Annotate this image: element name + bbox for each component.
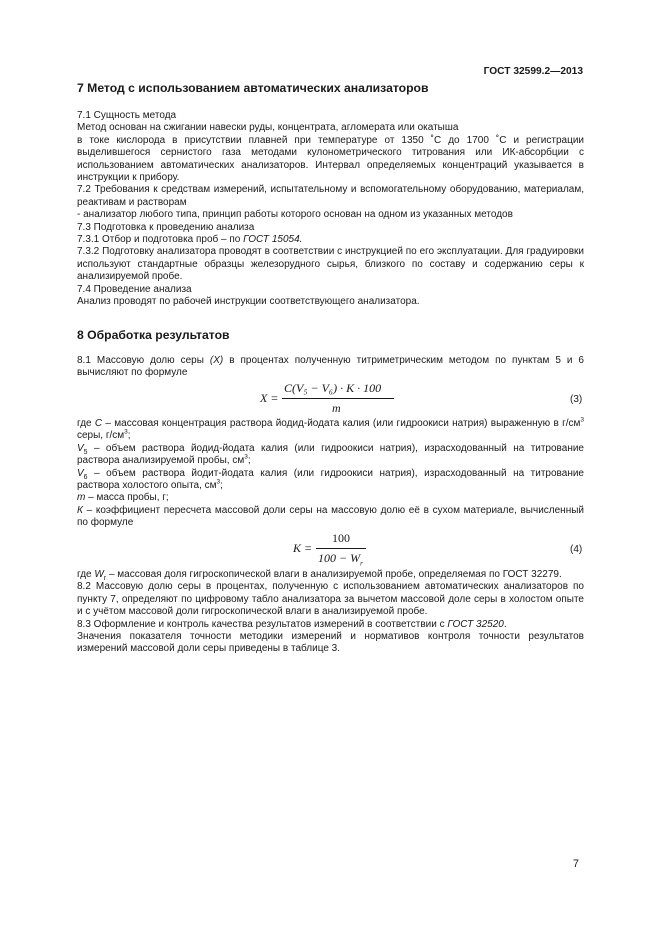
- formula-3-lhs: X =: [260, 391, 279, 405]
- paragraph-7-4-text: Анализ проводят по рабочей инструкции соответствующего анализатора.: [77, 296, 420, 308]
- gost-reference: ГОСТ 32520: [447, 618, 504, 630]
- symbol-m: m: [77, 492, 86, 504]
- fraction-bar: [316, 548, 366, 549]
- paragraph-8-2: 8.2 Массовую долю серы в процентах, полученную с использованием автоматических анализаторов по пункту 7, определяют по цифровому табло анализатора за вычетом массовой доле серы в холостом опыте и с учётом массовой доли гигроскопической влаги в анализируемой пробе.: [77, 581, 584, 618]
- variable-x: (X): [209, 355, 224, 366]
- text-span: – массовая доля гигроскопической влаги в анализируемой пробе, определяемая по ГОСТ 32279.: [106, 569, 562, 580]
- formula-4-numerator: 100: [332, 531, 350, 545]
- text-span: – масса пробы, г;: [85, 492, 169, 504]
- subscript: r: [103, 575, 107, 582]
- legend-k: [77, 505, 584, 530]
- text-span: 8.1 Массовую долю серы: [77, 355, 210, 366]
- section-8-rest: [77, 569, 584, 656]
- paragraph-7-3: 7.3 Подготовка к проведению анализа: [77, 221, 255, 233]
- paragraph-7-3-2: 7.3.2 Подготовку анализатора проводят в соответствии с инструкцией по его эксплуатации. Для градуировки используют стандартные образцы железорудного сырья, близкого по составу и содержанию серы к анализируемой пробе.: [77, 246, 584, 283]
- fraction-bar: [282, 398, 394, 399]
- text-span: в процентах полученную титриметрическим методом по пунктам 5 и 6 вычисляют по формуле: [77, 355, 584, 379]
- superscript: 3: [580, 416, 585, 424]
- paragraph-7-2-item: - анализатор любого типа, принцип работы которого основан на одном из указанных методов: [77, 209, 513, 221]
- symbol-c: С: [94, 418, 103, 429]
- legend-m: [77, 492, 584, 504]
- text-span: .: [503, 618, 507, 630]
- paragraph-7-3-1: [77, 234, 584, 246]
- formula-3-legend: [77, 418, 584, 530]
- text-span: где: [77, 569, 95, 580]
- legend-v5: $V_5$ – объем раствора йодид-йодата калия (или гидроокиси натрия), израсходованный на титрование раствора анализируемой пробы, $см^3$;: [77, 442, 584, 467]
- text-span: – объем раствора йодит-йодата калия (или гидроокиси натрия), израсходованный на титрование раствора холостого опыта, см: [77, 467, 584, 492]
- legend-v6: $V_6$ – объем раствора йодит-йодата калия (или гидроокиси натрия), израсходованный на титрование раствора холостого опыта, $см^3$;: [77, 467, 584, 492]
- subscript: r: [360, 559, 363, 568]
- superscript: 3: [124, 429, 128, 437]
- formula-4-denominator: [318, 551, 363, 568]
- formula-3-numerator: C(V₅ − V₆) · K · 100: [284, 381, 382, 395]
- paragraph-8-3-text: Значения показателя точности методики измерений и нормативов контроля точности результатов измерений массовой доли серы приведены в таблице 3.: [77, 631, 584, 655]
- section-7-body: [77, 110, 584, 309]
- formula-3-number: (3): [570, 394, 583, 405]
- page-number: 7: [572, 858, 579, 870]
- paragraph-8-3: [77, 619, 584, 631]
- subscript: 6: [83, 473, 88, 481]
- symbol-v: V: [77, 467, 84, 479]
- symbol-w: W: [94, 569, 104, 580]
- text-span: где: [77, 418, 95, 429]
- standard-header: ГОСТ 32599.2—2013: [483, 66, 583, 77]
- text-span: 8.3 Оформление и контроль качества результатов измерений в соответствии с: [77, 618, 448, 630]
- paragraph-7-1: 7.1 Сущность метода: [77, 110, 177, 121]
- paragraph-8-1: [77, 355, 584, 380]
- paragraph-7-2: 7.2 Требования к средствам измерений, испытательному и вспомогательному оборудованию, материалам, реактивам и растворам: [77, 184, 584, 208]
- text-span: – объем раствора йодид-йодата калия (или гидроокиси натрия), израсходованный на титрование раствора анализируемой пробы, см: [77, 442, 584, 467]
- gost-reference: ГОСТ 15054.: [243, 234, 303, 246]
- subscript: 5: [83, 448, 88, 456]
- text-span: 7.3.1 Отбор и подготовка проб – по: [77, 234, 244, 246]
- paragraph-7-4: 7.4 Проведение анализа: [77, 283, 192, 295]
- formula-4-lhs: K =: [293, 541, 313, 555]
- text-span: – массовая концентрация раствора йодид-йодата калия (или гидроокиси натрия) выраженную в г/см: [102, 418, 581, 429]
- section-8-title: 8 Обработка результатов: [77, 328, 230, 342]
- superscript: 3: [244, 453, 248, 461]
- superscript: 3: [216, 478, 221, 486]
- symbol-v: V: [77, 442, 84, 454]
- paragraph-7-1-cont: в токе кислорода в присутствии плавней при температуре от 1350 ˚С до 1700 ˚С и регистрации выделившегося сернистого газа методами кулонометрического титрования или ИК-абсорбции с использованием автоматических анализаторов. Интервал определяемых концентраций указывается в инструкции к прибору.: [77, 134, 584, 184]
- text-span: – коэффициент пересчета массовой доли серы на массовую долю её в сухом материале, вычисленный по формуле: [77, 504, 584, 529]
- text-span: серы, г/см: [77, 430, 125, 442]
- formula-3-denominator: m: [332, 401, 341, 415]
- paragraph-7-1-text: Метод основан на сжигании навески руды, концентрата, агломерата или окатыша: [77, 122, 459, 134]
- symbol-k: К: [77, 504, 83, 516]
- text-span: 100 − W: [318, 551, 361, 565]
- legend-c: где С – массовая концентрация раствора йодид-йодата калия (или гидроокиси натрия) выраженную в $г/см^3$ серы, $г/см^3$;: [77, 416, 585, 442]
- section-7-title: 7 Метод с использованием автоматических анализаторов: [77, 81, 429, 95]
- formula-4-number: (4): [570, 544, 583, 555]
- legend-wr: [77, 569, 584, 581]
